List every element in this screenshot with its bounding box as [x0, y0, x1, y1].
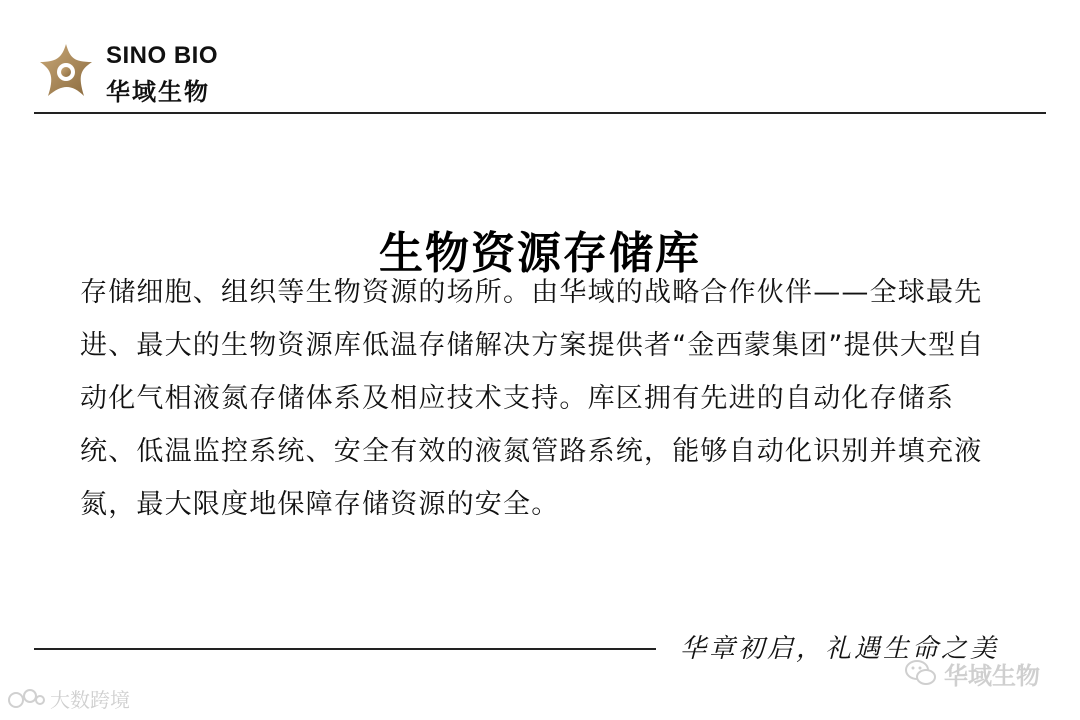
watermark-right-text: 华域生物 [944, 661, 1040, 690]
header-divider [34, 112, 1046, 114]
watermark-left [6, 684, 130, 712]
description-paragraph: 存储细胞、组织等生物资源的场所。由华域的战略合作伙伴——全球最先进、最大的生物资源库低温存储解决方案提供者“金西蒙集团”提供大型自动化气相液氮存储体系及相应技术支持。库区拥有先进的自动化存储系统、低温监控系统、安全有效的液氮管路系统，能够自动化识别并填充液氮，最大限度地保障存储资源的安全。 [80, 277, 985, 520]
wechat-icon [904, 658, 938, 688]
watermark-right [904, 656, 1040, 690]
footer-divider [34, 648, 656, 650]
page-title: 生物资源存储库 [379, 228, 701, 280]
sino-bio-logo [34, 40, 98, 104]
slogan: 华章初启，礼遇生命之美 [680, 634, 1000, 664]
watermark-left-text: 大数跨境 [50, 687, 130, 712]
brand-name-en: SINO BIO [106, 42, 219, 69]
weibo-logo-icon [6, 686, 46, 710]
brand-name-cn: 华域生物 [106, 78, 210, 106]
